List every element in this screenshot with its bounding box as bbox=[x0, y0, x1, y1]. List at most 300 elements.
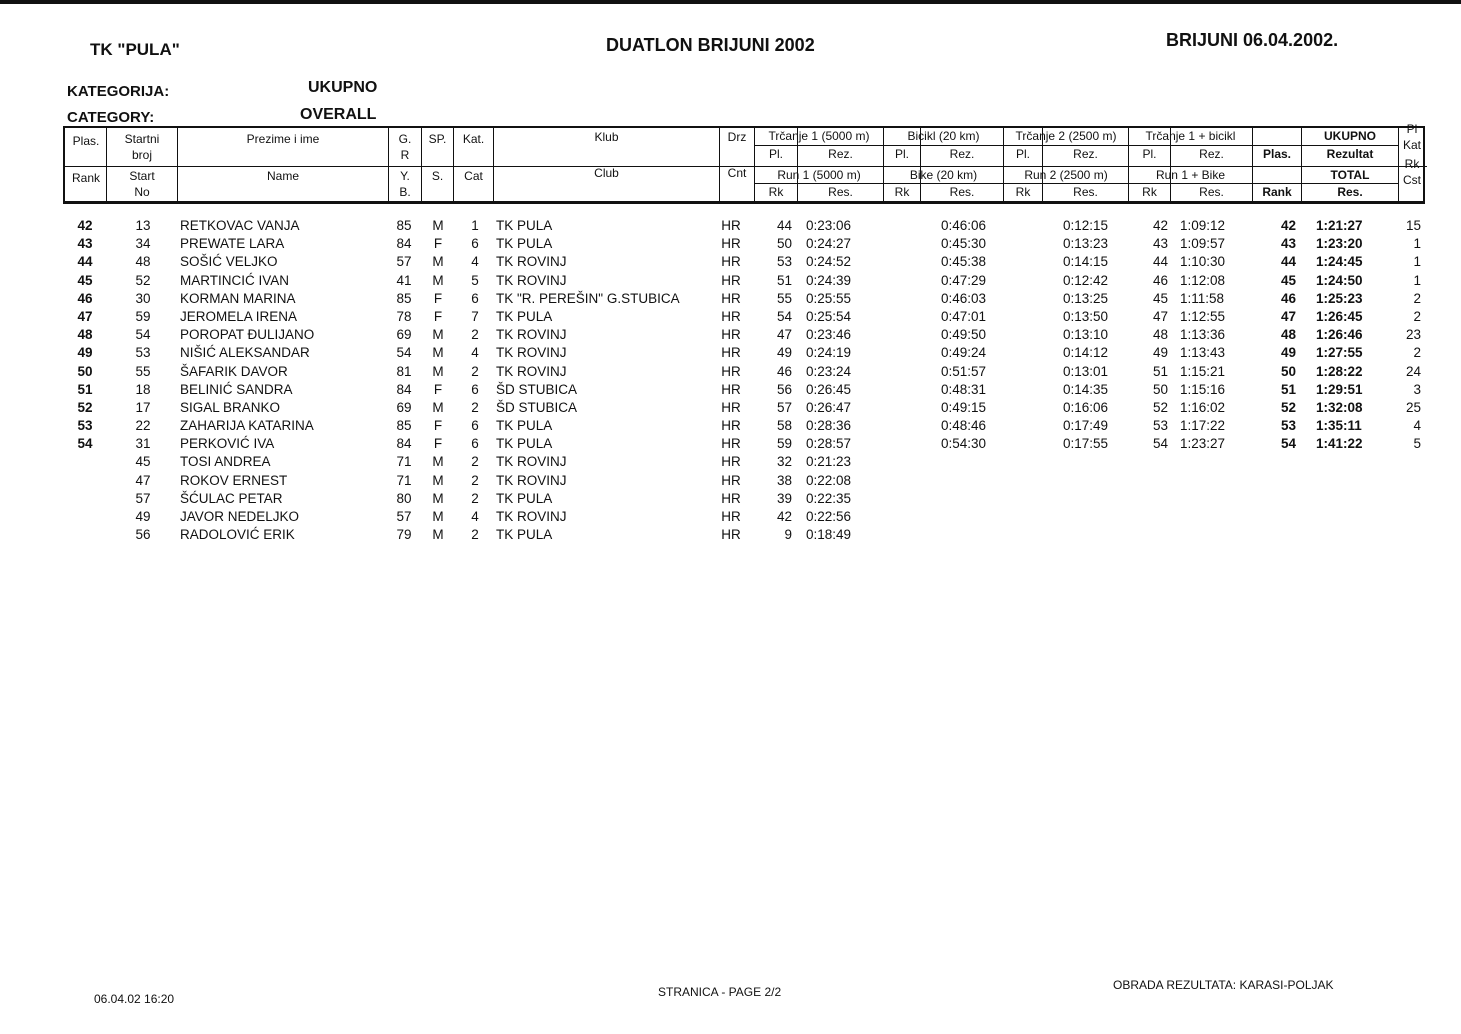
col-catpl-1: Pl bbox=[1406, 122, 1418, 136]
col-bike-res: Res. bbox=[949, 185, 975, 199]
cell-club: TK PULA bbox=[496, 236, 553, 252]
table-row bbox=[0, 473, 1461, 491]
cell-bike: 0:45:30 bbox=[940, 236, 986, 252]
cell-tpl: 51 bbox=[1280, 381, 1296, 397]
cell-tpl: 50 bbox=[1280, 363, 1296, 379]
cell-cat: 2 bbox=[471, 363, 479, 379]
cell-club: TK "R. PEREŠIN" G.STUBICA bbox=[496, 290, 680, 306]
table-row bbox=[0, 509, 1461, 527]
cell-tpl: 54 bbox=[1280, 436, 1296, 452]
cell-tpl: 53 bbox=[1280, 418, 1296, 434]
cell-tpl: 52 bbox=[1280, 399, 1296, 415]
cell-r1pl: 32 bbox=[776, 454, 792, 470]
cell-sex: M bbox=[432, 490, 444, 506]
cell-cnt: HR bbox=[721, 454, 741, 470]
table-row bbox=[0, 309, 1461, 327]
col-year-en2: B. bbox=[399, 185, 411, 199]
cell-cat: 2 bbox=[471, 454, 479, 470]
cell-catpl: 1 bbox=[1413, 272, 1421, 288]
cell-club: ŠD STUBICA bbox=[496, 381, 578, 397]
table-row bbox=[0, 364, 1461, 382]
cell-sex: M bbox=[432, 363, 444, 379]
cell-club: TK PULA bbox=[496, 436, 553, 452]
cell-cnt: HR bbox=[721, 254, 741, 270]
cell-bike: 0:49:24 bbox=[940, 345, 986, 361]
cell-rb: 1:10:30 bbox=[1180, 254, 1226, 270]
cell-sex: M bbox=[432, 472, 444, 488]
club-title: TK "PULA" bbox=[90, 40, 180, 59]
event-title: DUATLON BRIJUNI 2002 bbox=[606, 35, 815, 55]
cell-r1pl: 9 bbox=[784, 527, 792, 543]
cell-rank: 43 bbox=[77, 236, 93, 252]
col-cat-hr: Kat. bbox=[462, 132, 485, 146]
col-catpl-4: Cst bbox=[1403, 173, 1421, 187]
cell-rank: 53 bbox=[77, 418, 93, 434]
cell-total: 1:32:08 bbox=[1316, 399, 1363, 415]
cell-total: 1:24:45 bbox=[1316, 254, 1363, 270]
cell-tpl: 42 bbox=[1280, 218, 1296, 233]
cell-cnt: HR bbox=[721, 418, 741, 434]
cell-yb: 84 bbox=[396, 236, 412, 252]
cell-club: TK ROVINJ bbox=[496, 327, 567, 343]
place-date: BRIJUNI 06.04.2002. bbox=[1166, 30, 1339, 50]
col-run1-hr: Trčanje 1 (5000 m) bbox=[768, 129, 870, 143]
cell-rb: 1:12:08 bbox=[1180, 272, 1226, 288]
table-row bbox=[0, 236, 1461, 254]
cell-tpl: 44 bbox=[1280, 254, 1296, 270]
cell-r1pl: 50 bbox=[776, 236, 792, 252]
col-run1-rk: Rk bbox=[768, 185, 784, 199]
cell-rank: 52 bbox=[77, 399, 93, 415]
cell-r1: 0:25:55 bbox=[806, 290, 852, 306]
col-name-hr: Prezime i ime bbox=[246, 132, 320, 146]
cell-catpl: 4 bbox=[1413, 418, 1421, 434]
cell-yb: 79 bbox=[396, 527, 412, 543]
col-total-rezultat: Rezultat bbox=[1326, 147, 1374, 161]
cell-club: TK ROVINJ bbox=[496, 254, 567, 270]
col-runbike-en: Run 1 + Bike bbox=[1155, 168, 1226, 182]
cell-yb: 85 bbox=[396, 418, 412, 434]
cell-bike: 0:46:06 bbox=[940, 218, 986, 233]
col-total-rank: Rank bbox=[1262, 185, 1292, 199]
table-row bbox=[0, 400, 1461, 418]
cell-start: 52 bbox=[135, 272, 151, 288]
col-start-en1: Start bbox=[129, 169, 155, 183]
col-catpl-3: Rk bbox=[1404, 157, 1420, 171]
cell-total: 1:23:20 bbox=[1316, 236, 1363, 252]
cell-club: ŠD STUBICA bbox=[496, 399, 578, 415]
cell-bike: 0:49:50 bbox=[940, 327, 986, 343]
cell-cat: 2 bbox=[471, 327, 479, 343]
cell-r1: 0:24:52 bbox=[806, 254, 852, 270]
cell-rank: 49 bbox=[77, 345, 93, 361]
cell-r1: 0:26:45 bbox=[806, 381, 852, 397]
table-row bbox=[0, 418, 1461, 436]
cell-rbpl: 49 bbox=[1152, 345, 1168, 361]
cell-r2: 0:14:15 bbox=[1062, 254, 1108, 270]
cell-name: ŠAFARIK DAVOR bbox=[180, 363, 288, 379]
cell-r1: 0:24:39 bbox=[806, 272, 852, 288]
cell-r1pl: 44 bbox=[776, 218, 792, 233]
cell-bike: 0:48:31 bbox=[940, 381, 986, 397]
cell-rank: 48 bbox=[77, 327, 93, 343]
cell-r1pl: 57 bbox=[776, 399, 792, 415]
col-run2-rez: Rez. bbox=[1073, 147, 1098, 161]
col-bike-pl: Pl. bbox=[894, 147, 909, 161]
col-start-hr1: Startni bbox=[124, 132, 160, 146]
cell-r1pl: 54 bbox=[776, 308, 792, 324]
cell-sex: F bbox=[433, 308, 443, 324]
cell-yb: 57 bbox=[396, 254, 412, 270]
cell-start: 31 bbox=[135, 436, 151, 452]
col-sex-hr: SP. bbox=[428, 132, 447, 146]
col-run2-rk: Rk bbox=[1015, 185, 1031, 199]
cell-yb: 81 bbox=[396, 363, 412, 379]
cell-start: 48 bbox=[135, 254, 151, 270]
col-run1-pl: Pl. bbox=[768, 147, 783, 161]
cell-cat: 4 bbox=[471, 254, 479, 270]
cell-sex: M bbox=[432, 254, 444, 270]
cell-r1: 0:28:36 bbox=[806, 418, 852, 434]
cell-r1pl: 49 bbox=[776, 345, 792, 361]
col-run2-en: Run 2 (2500 m) bbox=[1024, 168, 1108, 182]
cell-total: 1:21:27 bbox=[1316, 218, 1363, 233]
cell-cat: 2 bbox=[471, 399, 479, 415]
col-year-hr1: G. bbox=[398, 132, 412, 146]
col-run2-hr: Trčanje 2 (2500 m) bbox=[1015, 129, 1117, 143]
col-country-hr: Drz bbox=[727, 130, 747, 144]
cell-r2: 0:12:15 bbox=[1062, 218, 1108, 233]
cell-cat: 2 bbox=[471, 527, 479, 543]
cell-rbpl: 42 bbox=[1152, 218, 1168, 233]
category-label-hr: KATEGORIJA: bbox=[67, 83, 170, 100]
cell-name: MARTINCIĆ IVAN bbox=[180, 272, 290, 288]
cell-sex: M bbox=[432, 454, 444, 470]
col-total-res: Res. bbox=[1337, 185, 1363, 199]
col-total-plas: Plas. bbox=[1262, 147, 1292, 161]
col-start-en2: No bbox=[134, 185, 150, 199]
cell-r1: 0:23:06 bbox=[806, 218, 852, 233]
cell-yb: 54 bbox=[396, 345, 412, 361]
cell-rbpl: 53 bbox=[1152, 418, 1168, 434]
cell-rbpl: 50 bbox=[1152, 381, 1168, 397]
cell-name: TOSI ANDREA bbox=[180, 454, 271, 470]
col-catpl-2: Kat bbox=[1402, 138, 1421, 152]
cell-yb: 71 bbox=[396, 472, 412, 488]
cell-cnt: HR bbox=[721, 308, 741, 324]
cell-name: ŠĆULAC PETAR bbox=[180, 490, 283, 506]
cell-cnt: HR bbox=[721, 363, 741, 379]
cell-name: POROPAT ĐULIJANO bbox=[180, 327, 315, 343]
cell-catpl: 2 bbox=[1413, 345, 1421, 361]
cell-start: 17 bbox=[135, 399, 151, 415]
cell-r1: 0:21:23 bbox=[806, 454, 852, 470]
cell-cat: 7 bbox=[471, 308, 479, 324]
col-rank-hr: Plas. bbox=[72, 134, 100, 148]
cell-r1: 0:25:54 bbox=[806, 308, 852, 324]
cell-rank: 46 bbox=[77, 290, 93, 306]
cell-cnt: HR bbox=[721, 272, 741, 288]
cell-club: TK PULA bbox=[496, 218, 553, 233]
cell-rbpl: 51 bbox=[1152, 363, 1168, 379]
footer-timestamp: 06.04.02 16:20 bbox=[94, 992, 175, 1006]
cell-yb: 84 bbox=[396, 381, 412, 397]
cell-bike: 0:47:29 bbox=[940, 272, 986, 288]
table-row bbox=[0, 254, 1461, 272]
cell-start: 22 bbox=[135, 418, 151, 434]
col-run2-pl: Pl. bbox=[1015, 147, 1030, 161]
col-bike-en: Bike (20 km) bbox=[909, 168, 978, 182]
cell-yb: 71 bbox=[396, 454, 412, 470]
cell-catpl: 15 bbox=[1405, 218, 1421, 233]
cell-r2: 0:14:35 bbox=[1062, 381, 1108, 397]
cell-cnt: HR bbox=[721, 218, 741, 233]
cell-rbpl: 46 bbox=[1152, 272, 1168, 288]
cell-r2: 0:13:01 bbox=[1062, 363, 1108, 379]
cell-start: 45 bbox=[135, 454, 151, 470]
col-run1-en: Run 1 (5000 m) bbox=[777, 168, 861, 182]
cell-total: 1:24:50 bbox=[1316, 272, 1363, 288]
col-name-en: Name bbox=[266, 169, 299, 183]
cell-rbpl: 45 bbox=[1152, 290, 1168, 306]
cell-cnt: HR bbox=[721, 472, 741, 488]
col-rank-en: Rank bbox=[71, 171, 100, 185]
cell-sex: F bbox=[433, 436, 443, 452]
cell-cat: 1 bbox=[471, 218, 479, 233]
cell-cnt: HR bbox=[721, 327, 741, 343]
cell-sex: M bbox=[432, 509, 444, 524]
cell-yb: 57 bbox=[396, 509, 412, 524]
cell-catpl: 23 bbox=[1405, 327, 1421, 343]
cell-yb: 69 bbox=[396, 399, 412, 415]
cell-r2: 0:13:50 bbox=[1062, 308, 1108, 324]
cell-rank: 45 bbox=[77, 272, 93, 288]
cell-name: KORMAN MARINA bbox=[180, 290, 296, 306]
top-border-line bbox=[0, 0, 1461, 4]
cell-rb: 1:23:27 bbox=[1180, 436, 1226, 452]
cell-cat: 6 bbox=[471, 381, 479, 397]
category-value-en: OVERALL bbox=[300, 106, 377, 123]
cell-sex: M bbox=[432, 345, 444, 361]
cell-r1: 0:18:49 bbox=[806, 527, 852, 543]
col-runbike-rk: Rk bbox=[1142, 185, 1157, 199]
col-club-en: Club bbox=[594, 166, 619, 180]
table-row bbox=[0, 436, 1461, 454]
cell-rb: 1:15:16 bbox=[1180, 381, 1226, 397]
cell-rb: 1:13:36 bbox=[1180, 327, 1226, 343]
cell-r1: 0:28:57 bbox=[806, 436, 852, 452]
cell-total: 1:28:22 bbox=[1316, 363, 1363, 379]
cell-cnt: HR bbox=[721, 399, 741, 415]
col-total-en: TOTAL bbox=[1330, 168, 1370, 182]
table-row bbox=[0, 291, 1461, 309]
cell-r1pl: 42 bbox=[776, 509, 792, 524]
cell-rb: 1:17:22 bbox=[1180, 418, 1226, 434]
col-year-hr2: R bbox=[400, 148, 410, 162]
cell-yb: 69 bbox=[396, 327, 412, 343]
cell-catpl: 25 bbox=[1405, 399, 1421, 415]
cell-cnt: HR bbox=[721, 527, 741, 543]
cell-cat: 6 bbox=[471, 418, 479, 434]
cell-cnt: HR bbox=[721, 490, 741, 506]
cell-club: TK ROVINJ bbox=[496, 454, 567, 470]
cell-r1: 0:23:24 bbox=[806, 363, 852, 379]
cell-tpl: 49 bbox=[1280, 345, 1296, 361]
cell-start: 18 bbox=[135, 381, 151, 397]
table-row bbox=[0, 454, 1461, 472]
cell-rank: 54 bbox=[77, 436, 93, 452]
cell-bike: 0:54:30 bbox=[940, 436, 986, 452]
cell-total: 1:41:22 bbox=[1316, 436, 1363, 452]
cell-r1pl: 46 bbox=[776, 363, 792, 379]
cell-bike: 0:48:46 bbox=[940, 418, 986, 434]
cell-rank: 51 bbox=[77, 381, 93, 397]
cell-total: 1:29:51 bbox=[1316, 381, 1363, 397]
cell-r1: 0:26:47 bbox=[806, 399, 852, 415]
cell-rbpl: 52 bbox=[1152, 399, 1168, 415]
cell-r1: 0:24:27 bbox=[806, 236, 852, 252]
col-club-hr: Klub bbox=[594, 130, 619, 144]
cell-r2: 0:17:55 bbox=[1062, 436, 1108, 452]
cell-start: 47 bbox=[135, 472, 151, 488]
cell-catpl: 24 bbox=[1405, 363, 1421, 379]
col-bike-rk: Rk bbox=[894, 185, 910, 199]
cell-yb: 85 bbox=[396, 218, 412, 233]
cell-rb: 1:13:43 bbox=[1180, 345, 1226, 361]
cell-sex: M bbox=[432, 272, 444, 288]
cell-cat: 6 bbox=[471, 236, 479, 252]
cell-yb: 41 bbox=[396, 272, 412, 288]
col-run1-res: Res. bbox=[828, 185, 853, 199]
cell-rbpl: 47 bbox=[1152, 308, 1168, 324]
cell-name: BELINIĆ SANDRA bbox=[180, 381, 293, 397]
cell-sex: M bbox=[432, 327, 444, 343]
cell-bike: 0:45:38 bbox=[940, 254, 986, 270]
cell-yb: 84 bbox=[396, 436, 412, 452]
table-row bbox=[0, 345, 1461, 363]
cell-bike: 0:47:01 bbox=[940, 308, 986, 324]
cell-club: TK PULA bbox=[496, 527, 553, 543]
cell-sex: M bbox=[432, 218, 444, 233]
cell-yb: 78 bbox=[396, 308, 412, 324]
cell-rbpl: 43 bbox=[1152, 236, 1168, 252]
cell-club: TK ROVINJ bbox=[496, 345, 567, 361]
table-row bbox=[0, 382, 1461, 400]
col-runbike-hr: Trčanje 1 + bicikl bbox=[1145, 129, 1236, 143]
cell-r1: 0:22:35 bbox=[806, 490, 852, 506]
results-table bbox=[0, 218, 1461, 545]
cell-bike: 0:49:15 bbox=[940, 399, 986, 415]
cell-r1pl: 47 bbox=[776, 327, 792, 343]
cell-start: 59 bbox=[135, 308, 151, 324]
cell-cnt: HR bbox=[721, 381, 741, 397]
cell-r1pl: 58 bbox=[776, 418, 792, 434]
cell-r1pl: 56 bbox=[776, 381, 792, 397]
cell-cnt: HR bbox=[721, 509, 741, 524]
cell-club: TK ROVINJ bbox=[496, 509, 567, 524]
table-row bbox=[0, 218, 1461, 236]
col-bike-hr: Bicikl (20 km) bbox=[907, 129, 980, 143]
col-sex-en: S. bbox=[431, 169, 444, 183]
cell-club: TK ROVINJ bbox=[496, 472, 567, 488]
col-bike-rez: Rez. bbox=[949, 147, 975, 161]
cell-rb: 1:09:12 bbox=[1180, 218, 1226, 233]
cell-total: 1:26:45 bbox=[1316, 308, 1363, 324]
cell-cnt: HR bbox=[721, 236, 741, 252]
cell-r2: 0:13:23 bbox=[1062, 236, 1108, 252]
cell-bike: 0:51:57 bbox=[940, 363, 986, 379]
cell-rbpl: 54 bbox=[1152, 436, 1168, 452]
cell-cat: 4 bbox=[471, 509, 479, 524]
cell-yb: 80 bbox=[396, 490, 412, 506]
cell-r2: 0:14:12 bbox=[1062, 345, 1108, 361]
col-runbike-pl: Pl. bbox=[1142, 147, 1157, 161]
cell-cat: 6 bbox=[471, 290, 479, 306]
cell-tpl: 47 bbox=[1280, 308, 1296, 324]
cell-r2: 0:13:10 bbox=[1062, 327, 1108, 343]
cell-start: 49 bbox=[135, 509, 151, 524]
cell-catpl: 3 bbox=[1413, 381, 1421, 397]
cell-r1: 0:23:46 bbox=[806, 327, 852, 343]
cell-rbpl: 44 bbox=[1152, 254, 1168, 270]
cell-rb: 1:16:02 bbox=[1180, 399, 1226, 415]
cell-club: TK ROVINJ bbox=[496, 272, 567, 288]
cell-total: 1:27:55 bbox=[1316, 345, 1363, 361]
cell-rbpl: 48 bbox=[1152, 327, 1168, 343]
cell-r1pl: 39 bbox=[776, 490, 792, 506]
cell-name: JEROMELA IRENA bbox=[180, 308, 298, 324]
cell-r1: 0:22:08 bbox=[806, 472, 852, 488]
cell-name: PREWATE LARA bbox=[180, 236, 285, 252]
cell-name: RADOLOVIĆ ERIK bbox=[180, 527, 295, 543]
table-row bbox=[0, 491, 1461, 509]
footer-page: STRANICA - PAGE 2/2 bbox=[658, 985, 782, 999]
table-row bbox=[0, 327, 1461, 345]
cell-cnt: HR bbox=[721, 345, 741, 361]
cell-r1pl: 59 bbox=[776, 436, 792, 452]
cell-rb: 1:15:21 bbox=[1180, 363, 1226, 379]
cell-catpl: 2 bbox=[1413, 290, 1421, 306]
cell-rank: 47 bbox=[77, 308, 93, 324]
cell-r1: 0:22:56 bbox=[806, 509, 852, 524]
col-cat-en: Cat bbox=[464, 169, 483, 183]
cell-cat: 6 bbox=[471, 436, 479, 452]
cell-sex: M bbox=[432, 527, 444, 543]
cell-cat: 2 bbox=[471, 472, 479, 488]
cell-club: TK ROVINJ bbox=[496, 363, 567, 379]
cell-catpl: 1 bbox=[1413, 236, 1421, 252]
cell-rank: 42 bbox=[77, 218, 93, 233]
cell-name: NIŠIĆ ALEKSANDAR bbox=[180, 345, 310, 361]
cell-yb: 85 bbox=[396, 290, 412, 306]
cell-start: 13 bbox=[135, 218, 151, 233]
cell-r1: 0:24:19 bbox=[806, 345, 852, 361]
table-row bbox=[0, 527, 1461, 545]
category-label-en: CATEGORY: bbox=[67, 109, 155, 126]
cell-name: SOŠIĆ VELJKO bbox=[180, 254, 278, 270]
cell-r1pl: 53 bbox=[776, 254, 792, 270]
cell-total: 1:35:11 bbox=[1316, 418, 1362, 434]
cell-bike: 0:46:03 bbox=[940, 290, 986, 306]
cell-r2: 0:12:42 bbox=[1062, 272, 1108, 288]
cell-tpl: 45 bbox=[1280, 272, 1296, 288]
cell-rb: 1:11:58 bbox=[1180, 290, 1225, 306]
cell-rank: 50 bbox=[77, 363, 93, 379]
col-total-hr: UKUPNO bbox=[1323, 129, 1376, 143]
cell-name: RETKOVAC VANJA bbox=[180, 218, 300, 233]
col-country-en: Cnt bbox=[727, 166, 747, 180]
cell-total: 1:26:46 bbox=[1316, 327, 1363, 343]
